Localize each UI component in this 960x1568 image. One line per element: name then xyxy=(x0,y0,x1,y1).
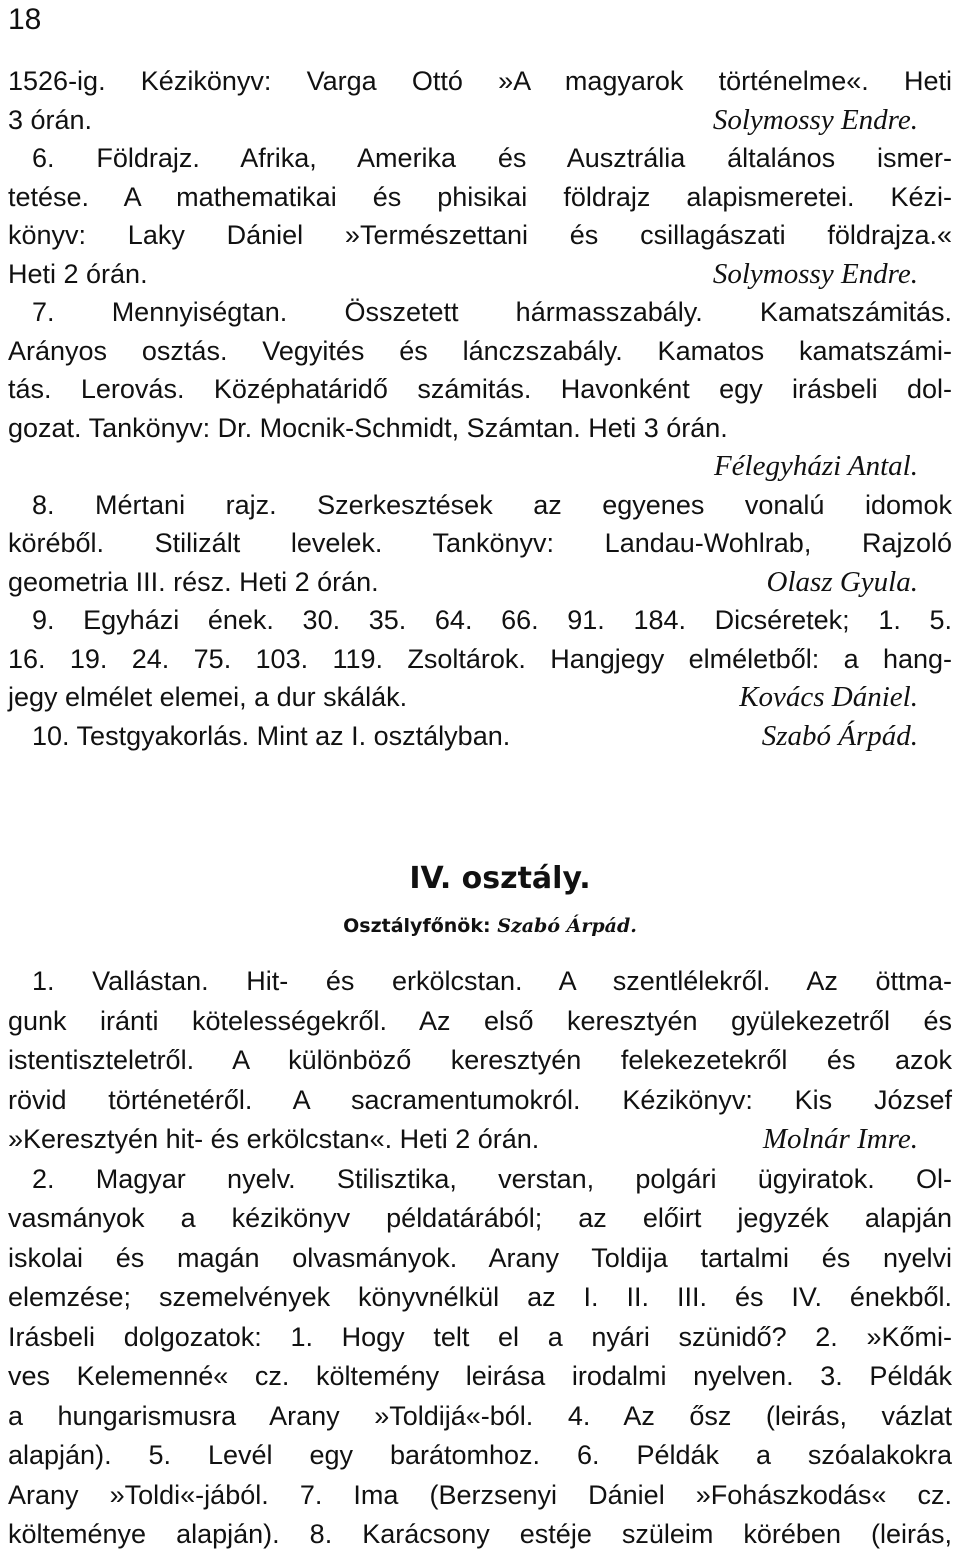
text-line xyxy=(8,139,952,178)
line-text: geometria III. rész. Heti 2 órán. xyxy=(8,566,379,597)
class-head-name: Szabó Árpád. xyxy=(497,915,637,937)
line-text: Arany »Toldi«-jából. 7. Ima (Berzsenyi Dániel »Fohászkodás« cz. xyxy=(8,1479,952,1510)
line-text: 8. Mértani rajz. Szerkesztések az egyenes vonalú idomok xyxy=(32,489,952,520)
teacher-signature: Kovács Dániel. xyxy=(739,681,918,713)
line-text: ves Kelemenné« cz. költemény leirása irodalmi nyelven. 3. Példák xyxy=(8,1361,952,1391)
line-text: rövid történetéről. A sacramentumokról. Kézikönyv: Kis József xyxy=(8,1084,952,1115)
text-line xyxy=(8,717,952,756)
text-line xyxy=(8,1081,952,1121)
line-text: alapján). 5. Levél egy barátomhoz. 6. Példák a szóalakokra xyxy=(8,1440,952,1470)
line-text: tetése. A mathematikai és phisikai földrajz alapismeretei. Kézi- xyxy=(8,181,952,212)
text-line xyxy=(8,1199,952,1239)
line-text: Irásbeli dolgozatok: 1. Hogy telt el a nyári szünidő? 2. »Kőmi- xyxy=(8,1321,952,1352)
text-line xyxy=(8,678,952,717)
line-text: 9. Egyházi ének. 30. 35. 64. 66. 91. 184. Dicséretek; 1. 5. xyxy=(32,605,952,635)
teacher-signature: Molnár Imre. xyxy=(762,1123,918,1155)
line-text: 6. Földrajz. Afrika, Amerika és Ausztrália általános ismer- xyxy=(32,143,952,173)
text-line xyxy=(8,524,952,563)
teacher-signature: Szabó Árpád. xyxy=(761,719,918,752)
text-line xyxy=(8,1436,952,1476)
text-line xyxy=(8,1397,952,1437)
text-line xyxy=(8,332,952,371)
line-text: gunk iránti kötelességekről. Az első keresztyén gyülekezetről és xyxy=(8,1005,952,1036)
text-line xyxy=(8,1160,952,1200)
line-text: Arányos osztás. Vegyités és lánczszabály. Kamatos kamatszámi- xyxy=(8,335,952,366)
text-line xyxy=(8,1041,952,1081)
teacher-signature: Solymossy Endre. xyxy=(712,103,918,136)
text-line xyxy=(8,563,952,602)
text-line xyxy=(8,486,952,525)
line-text: 16. 19. 24. 75. 103. 119. Zsoltárok. Hangjegy elméletből: a hang- xyxy=(8,643,952,674)
text-line xyxy=(8,1002,952,1042)
line-text: költeménye alapján). 8. Karácsony estéje szüleim körében (leirás, xyxy=(8,1519,952,1549)
class-head-line xyxy=(0,912,960,940)
line-text: vasmányok a kézikönyv példatárából; az előirt jegyzék alapján xyxy=(8,1203,952,1233)
text-line xyxy=(8,255,952,294)
text-line xyxy=(8,1515,952,1555)
line-text: 1. Vallástan. Hit- és erkölcstan. A szentlélekről. Az öttma- xyxy=(32,966,952,996)
text-line xyxy=(8,370,952,409)
line-text: jegy elmélet elemei, a dur skálák. xyxy=(8,682,408,712)
line-text: könyv: Laky Dániel »Természettani és csillagászati földrajza.« xyxy=(8,220,952,250)
line-text: Heti 2 órán. xyxy=(8,258,148,289)
text-line xyxy=(8,1120,952,1160)
top-text-block xyxy=(8,62,952,755)
line-text: »Keresztyén hit- és erkölcstan«. Heti 2 órán. xyxy=(8,1124,540,1154)
text-line xyxy=(8,447,952,486)
line-text: gozat. Tankönyv: Dr. Mocnik-Schmidt, Számtan. Heti 3 órán. xyxy=(8,412,728,443)
text-line xyxy=(8,216,952,255)
line-text: tás. Lerovás. Középhatáridő számitás. Havonként egy irásbeli dol- xyxy=(8,374,952,404)
text-line xyxy=(8,640,952,679)
text-line xyxy=(8,1239,952,1279)
line-text: iskolai és magán olvasmányok. Arany Toldija tartalmi és nyelvi xyxy=(8,1242,952,1273)
teacher-signature: Félegyházi Antal. xyxy=(713,450,918,482)
page-number: 18 xyxy=(8,3,42,36)
text-line xyxy=(8,101,952,140)
line-text: köréből. Stilizált levelek. Tankönyv: Landau-Wohlrab, Rajzoló xyxy=(8,528,952,558)
line-text: 10. Testgyakorlás. Mint az I. osztályban. xyxy=(32,720,511,751)
text-line xyxy=(8,178,952,217)
text-line xyxy=(8,62,952,101)
text-line xyxy=(8,1278,952,1318)
line-text: 7. Mennyiségtan. Összetett hármasszabály. Kamatszámitás. xyxy=(32,297,952,327)
text-line xyxy=(8,962,952,1002)
line-text: 3 órán. xyxy=(8,104,93,135)
line-text: 1526-ig. Kézikönyv: Varga Ottó »A magyarok történelme«. Heti xyxy=(8,66,952,96)
line-text: 2. Magyar nyelv. Stilisztika, verstan, polgári ügyiratok. Ol- xyxy=(32,1163,952,1194)
line-text: a hungarismusra Arany »Toldijá«-ból. 4. Az ősz (leirás, vázlat xyxy=(8,1400,952,1431)
text-line xyxy=(8,409,952,448)
text-line xyxy=(8,1318,952,1358)
text-line xyxy=(8,293,952,332)
section-title: IV. osztály. xyxy=(409,861,591,896)
text-line xyxy=(8,1476,952,1516)
teacher-signature: Solymossy Endre. xyxy=(712,257,918,290)
text-line xyxy=(8,1357,952,1397)
line-text: istentiszteletről. A különböző keresztyén felekezetekről és azok xyxy=(8,1045,952,1075)
class-head-label: Osztályfőnök: xyxy=(343,915,491,937)
teacher-signature: Olasz Gyula. xyxy=(766,565,918,598)
line-text: elemzése; szemelvények könyvnélkül az I. II. III. és IV. énekből. xyxy=(8,1282,952,1312)
text-line xyxy=(8,601,952,640)
bottom-text-block xyxy=(8,962,952,1555)
